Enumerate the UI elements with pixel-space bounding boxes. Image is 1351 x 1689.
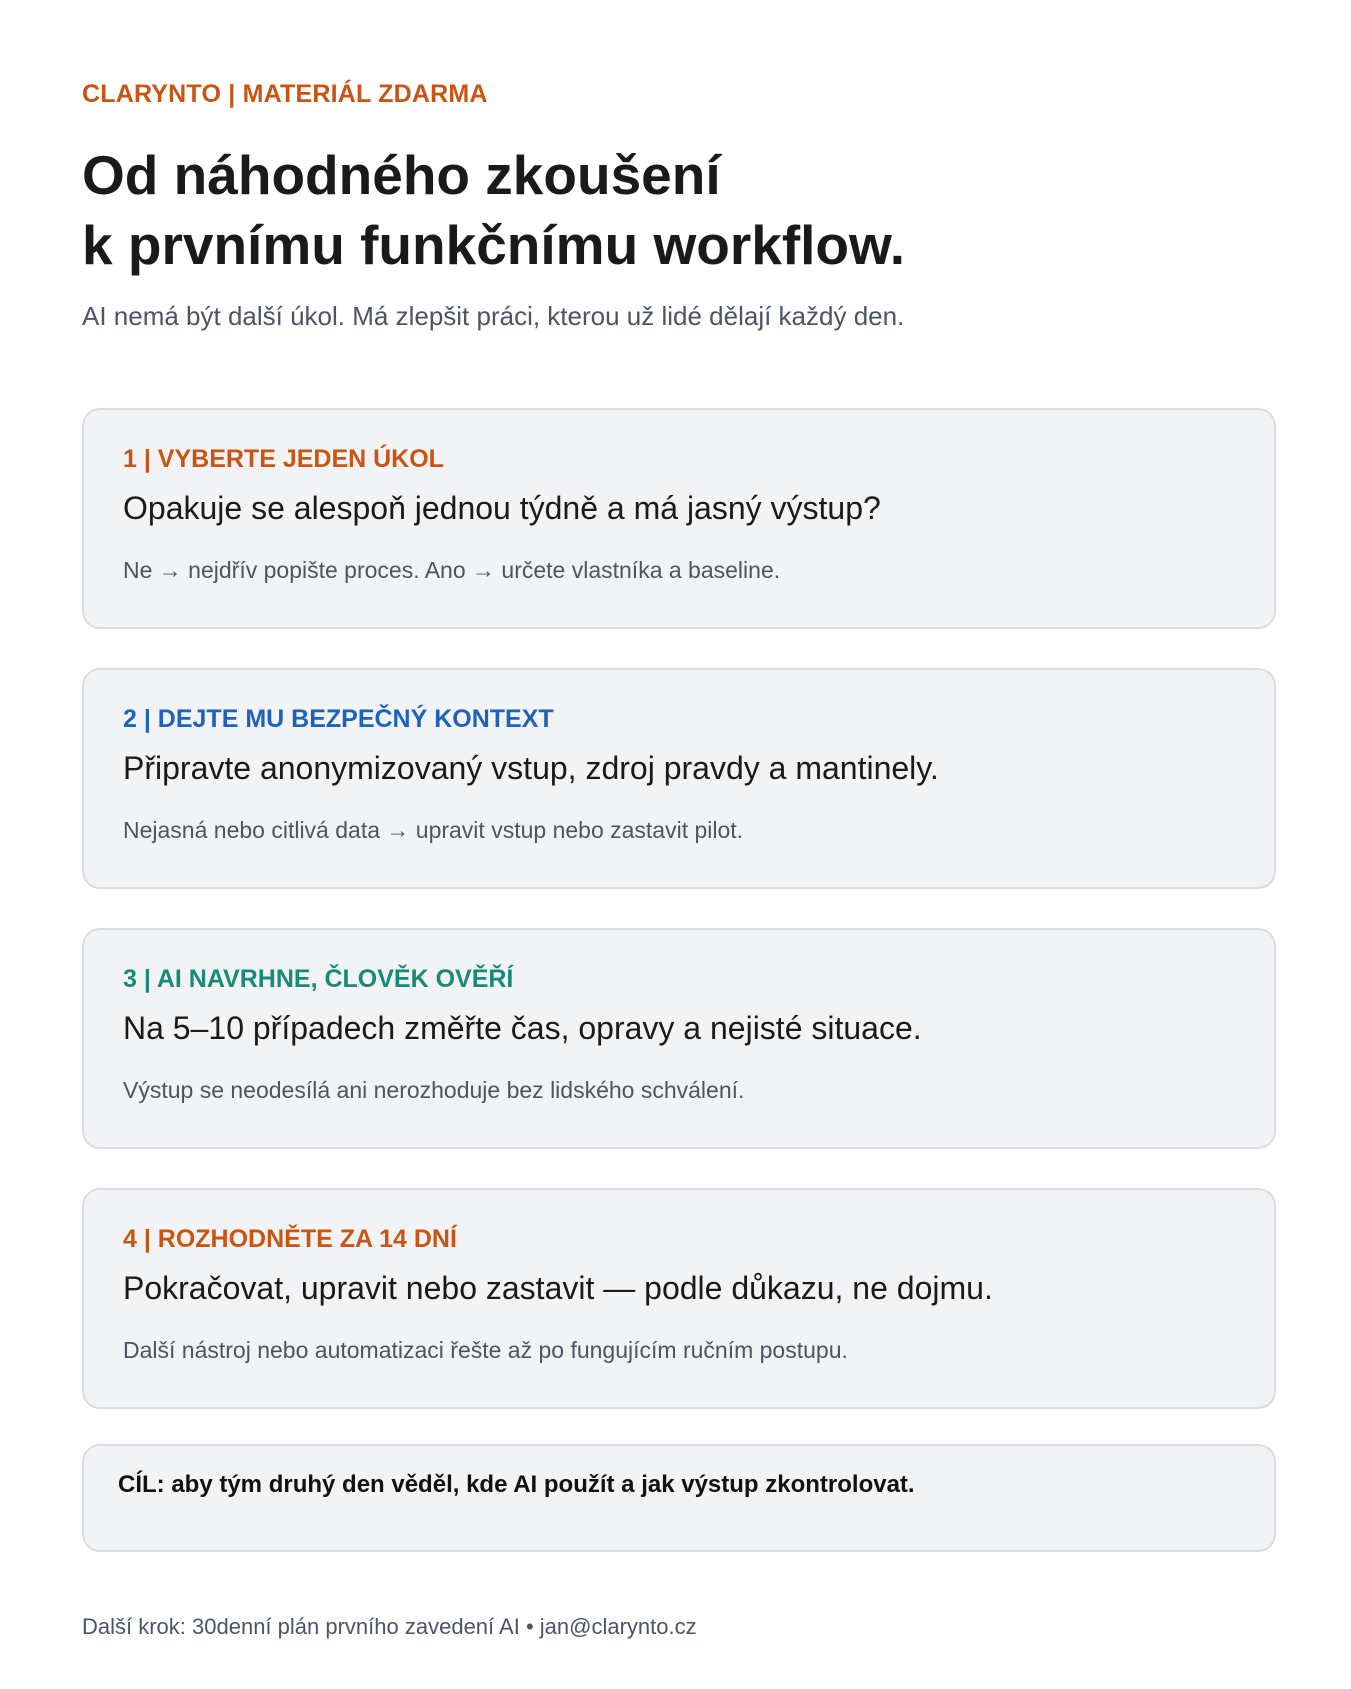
step-2-tag: 2 | DEJTE MU BEZPEČNÝ KONTEXT <box>123 705 554 733</box>
step-1-tag: 1 | VYBERTE JEDEN ÚKOL <box>123 445 444 473</box>
step-card-3 <box>82 928 1276 1149</box>
step-3-note: Výstup se neodesílá ani nerozhoduje bez lidského schválení. <box>123 1077 745 1103</box>
page-title <box>82 140 905 280</box>
step-4-tag: 4 | ROZHODNĚTE ZA 14 DNÍ <box>123 1225 457 1253</box>
step-3-instruction: Na 5–10 případech změřte čas, opravy a nejisté situace. <box>123 1010 922 1046</box>
step-4-instruction: Pokračovat, upravit nebo zastavit — podle důkazu, ne dojmu. <box>123 1270 993 1306</box>
step-1-note: Ne → nejdřív popište proces. Ano → určete vlastníka a baseline. <box>123 557 781 583</box>
step-3-tag: 3 | AI NAVRHNE, ČLOVĚK OVĚŘÍ <box>123 965 514 993</box>
step-card-2 <box>82 668 1276 889</box>
eyebrow-label: CLARYNTO | MATERIÁL ZDARMA <box>82 80 488 108</box>
page-subtitle: AI nemá být další úkol. Má zlepšit práci, kterou už lidé dělají každý den. <box>82 301 905 331</box>
goal-text: CÍL: aby tým druhý den věděl, kde AI použít a jak výstup zkontrolovat. <box>118 1471 915 1498</box>
step-card-4 <box>82 1188 1276 1409</box>
goal-box <box>82 1444 1276 1552</box>
step-2-instruction: Připravte anonymizovaný vstup, zdroj pravdy a mantinely. <box>123 750 939 786</box>
step-2-note: Nejasná nebo citlivá data → upravit vstup nebo zastavit pilot. <box>123 817 744 843</box>
step-4-note: Další nástroj nebo automatizaci řešte až po fungujícím ručním postupu. <box>123 1337 848 1363</box>
step-1-question: Opakuje se alespoň jednou týdně a má jasný výstup? <box>123 490 881 526</box>
title-line-1: Od náhodného zkoušení <box>82 144 721 206</box>
step-card-1 <box>82 408 1276 629</box>
title-line-2: k prvnímu funkčnímu workflow. <box>82 214 906 276</box>
footer-next-step: Další krok: 30denní plán prvního zavedení AI • jan@clarynto.cz <box>82 1614 697 1639</box>
